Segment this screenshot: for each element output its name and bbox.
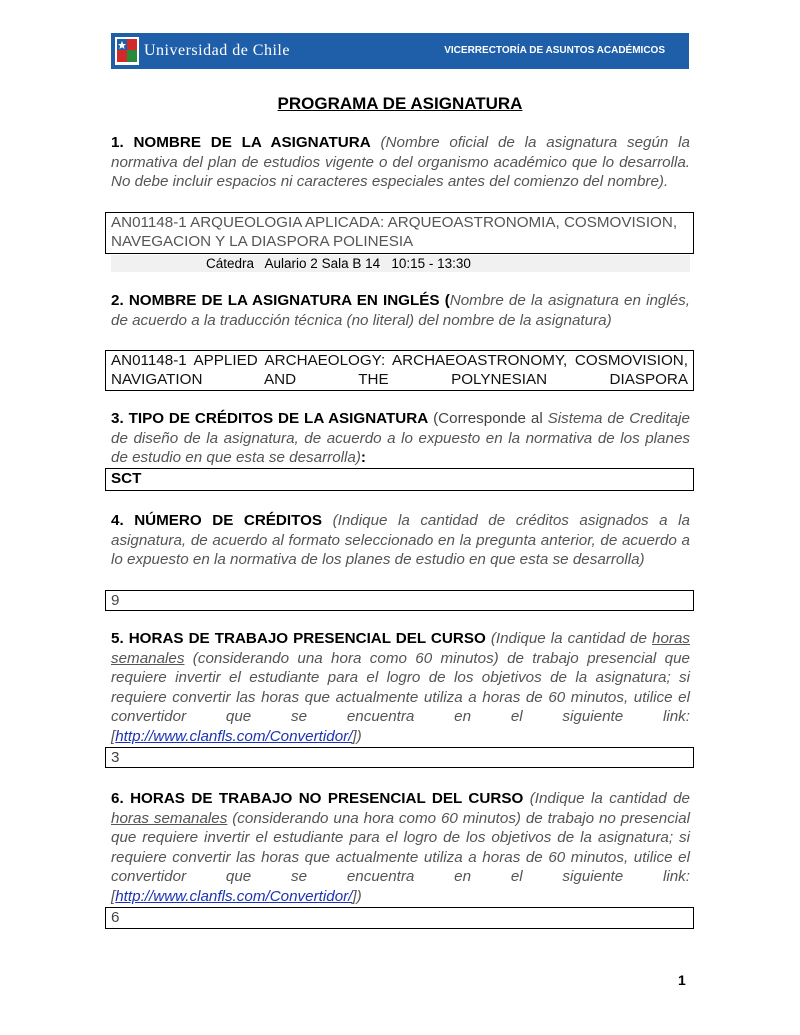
section-1 [111,133,690,192]
section-5-underlined: horas semanales [111,630,690,667]
section-3-heading: 3. TIPO DE CRÉDITOS DE LA ASIGNATURA [111,410,429,427]
schedule-text: Cátedra Aulario 2 Sala B 14 10:15 - 13:30 [206,256,471,271]
section-4-heading: 4. NÚMERO DE CRÉDITOS [111,512,323,529]
section-3-answer-box [105,468,694,491]
section-1-heading: 1. NOMBRE DE LA ASIGNATURA [111,134,371,151]
section-6-heading: 6. HORAS DE TRABAJO NO PRESENCIAL DEL CURSO [111,790,524,807]
section-6-answer: 6 [111,909,120,926]
section-4-answer: 9 [111,592,120,609]
section-3 [111,409,690,468]
section-6-desc-start: (Indique la cantidad de [529,790,690,807]
section-4-description: (Indique la cantidad de créditos asignados a la asignatura, de acuerdo al formato seleccionado en la pregunta anterior, de acuerdo a lo expuesto en la normativa de los planes de estudio en que esta se desarrolla) [111,512,690,568]
document-title: PROGRAMA DE ASIGNATURA [277,94,523,113]
university-crest-icon [115,37,139,65]
page-number: 1 [678,972,686,988]
section-6-convertidor-link[interactable]: http://www.clanfls.com/Convertidor/ [115,887,353,905]
section-5-desc-start: (Indique la cantidad de [490,630,647,647]
section-3-desc-start: (Corresponde al [433,410,543,427]
section-2 [111,291,690,330]
section-6-desc-end: ]) [352,887,362,905]
section-5-answer: 3 [111,749,120,766]
section-2-heading: 2. NOMBRE DE LA ASIGNATURA EN INGLÉS [111,292,440,309]
section-5-answer-box [105,747,694,768]
section-3-answer: SCT [111,470,142,487]
section-2-description: Nombre de la asignatura en inglés, de acuerdo a la traducción técnica (no literal) del nombre de la asignatura) [111,292,690,329]
university-name: Universidad de Chile [144,42,290,59]
section-2-paren: ( [444,292,450,309]
section-1-description: (Nombre oficial de la asignatura según la normativa del plan de estudios vigente o del organismo académico que lo desarrolla. No debe incluir espacios ni caracteres especiales antes del comienzo del nombre). [111,134,690,190]
section-6 [111,789,690,906]
section-1-answer-box [105,212,694,254]
section-4 [111,511,690,570]
section-3-description: Sistema de Creditaje de diseño de la asignatura, de acuerdo a lo expuesto en la normativa de los planes de estudio en que esta se desarrolla) [111,410,690,466]
section-2-answer-box [105,350,694,391]
section-6-answer-box [105,907,694,929]
section-5-convertidor-link[interactable]: http://www.clanfls.com/Convertidor/ [115,727,353,745]
section-5-description: (considerando una hora como 60 minutos) de trabajo presencial que requiere invertir el estudiante para el logro de los objetivos de la asignatura; si requiere convertir las horas que actualmente utiliza a horas de 60 minutos, utilice el convertidor que se encuentra en el siguiente link: [ [111,649,690,745]
vicerrectoria-name: VICERRECTORÍA DE ASUNTOS ACADÉMICOS [444,45,665,56]
section-6-description: (considerando una hora como 60 minutos) de trabajo no presencial que requiere invertir el estudiante para el logro de los objetivos de la asignatura; si requiere convertir las horas que actualmente utiliza a horas de 60 minutos, utilice el convertidor que se encuentra en el siguiente link: [ [111,809,690,905]
section-5-heading: 5. HORAS DE TRABAJO PRESENCIAL DEL CURSO [111,630,486,647]
schedule-bar [111,255,690,272]
section-5-desc-end: ]) [352,727,362,745]
section-2-answer: AN01148-1 APPLIED ARCHAEOLOGY: ARCHAEOASTRONOMY, COSMOVISION, NAVIGATION AND THE POLYNESIAN DIASPORA [111,352,688,388]
header-banner [111,33,689,69]
section-5 [111,629,690,746]
section-4-answer-box [105,590,694,611]
section-3-colon: : [360,449,366,466]
section-6-underlined: horas semanales [111,809,228,827]
section-1-answer: AN01148-1 ARQUEOLOGIA APLICADA: ARQUEOASTRONOMIA, COSMOVISION, NAVEGACION Y LA DIASPORA POLINESIA [111,214,678,250]
